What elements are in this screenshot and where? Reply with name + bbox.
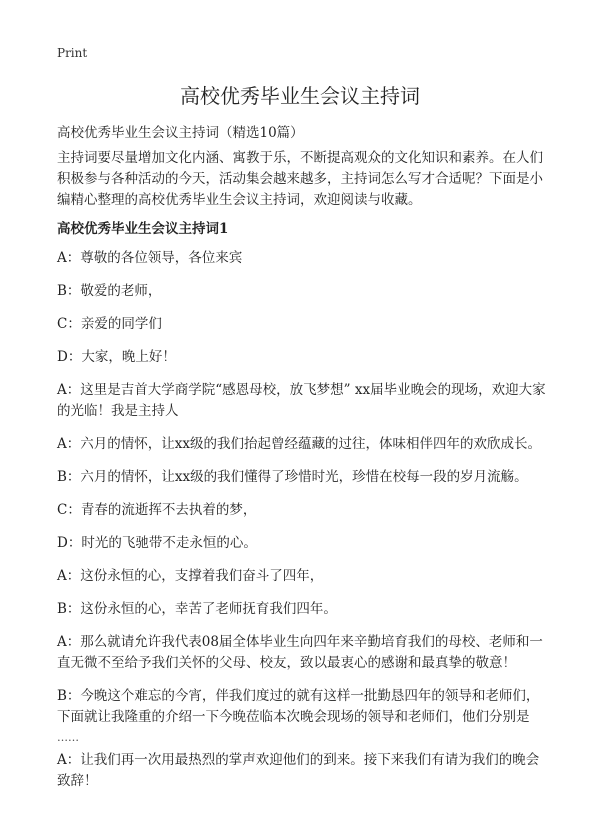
dialogue-line: D：时光的飞驰带不走永恒的心。 <box>57 535 257 551</box>
dialogue-line: A：这里是吉首大学商学院“感恩母校，放飞梦想” xx届毕业晚会的现场，欢迎大家的光临！我是主持人 <box>57 382 546 419</box>
dialogue-line: A：那么就请允许我代表08届全体毕业生向四年来辛勤培育我们的母校、老师和一直无微不至给予我们关怀的父母、校友，致以最衷心的感谢和最真挚的敬意！ <box>57 634 543 671</box>
section-heading: 高校优秀毕业生会议主持词1 <box>57 221 229 237</box>
dialogue-line: A：尊敬的各位领导，各位来宾 <box>57 250 243 266</box>
dialogue-line: A：这份永恒的心，支撑着我们奋斗了四年， <box>57 568 324 584</box>
ellipsis: …… <box>57 731 79 744</box>
intro-paragraph: 主持词要尽量增加文化内涵、寓教于乐，不断提高观众的文化知识和素养。在人们积极参与各种活动的今天，活动集会越来越多，主持词怎么写才合适呢？下面是小编精心整理的高校优秀毕业生会议主持词，欢迎阅读与收藏。 <box>57 150 543 208</box>
closing-line: A：让我们再一次用最热烈的掌声欢迎他们的到来。接下来我们有请为我们的晚会致辞！ <box>57 752 540 789</box>
dialogue-line: D：大家，晚上好！ <box>57 349 176 365</box>
page-title: 高校优秀毕业生会议主持词 <box>180 84 420 108</box>
dialogue-line: C：亲爱的同学们 <box>57 316 162 332</box>
print-label[interactable]: Print <box>57 46 88 60</box>
dialogue-line: A：六月的情怀，让xx级的我们抬起曾经蕴藏的过往，体味相伴四年的欢欣成长。 <box>57 436 541 452</box>
dialogue-line: B：今晚这个难忘的今宵，伴我们度过的就有这样一批勤恳四年的领导和老师们，下面就让我隆重的介绍一下今晚莅临本次晚会现场的领导和老师们，他们分别是 <box>57 688 540 725</box>
dialogue-line: B：这份永恒的心，幸苦了老师抚育我们四年。 <box>57 601 337 617</box>
dialogue-line: C：青春的流逝挥不去执着的梦， <box>57 502 257 518</box>
document-body <box>57 148 550 804</box>
dialogue-line: B：六月的情怀，让xx级的我们懂得了珍惜时光，珍惜在校每一段的岁月流觞。 <box>57 469 528 485</box>
dialogue-line: B：敬爱的老师， <box>57 283 162 299</box>
page-subtitle: 高校优秀毕业生会议主持词（精选10篇） <box>57 125 304 141</box>
